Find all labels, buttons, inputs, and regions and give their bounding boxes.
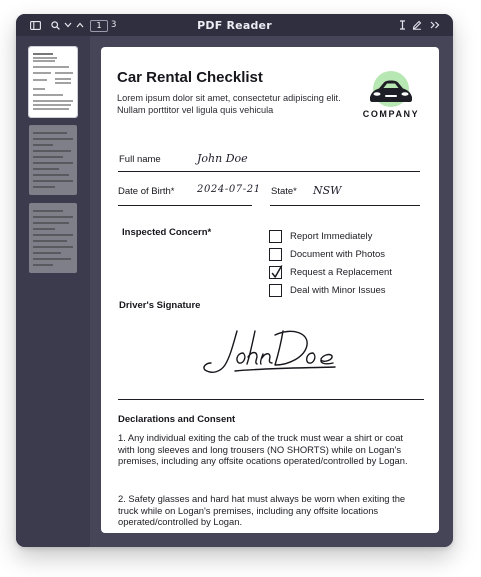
pdf-reader-window [16,14,453,547]
inspected-concern-label: Inspected Concern* [122,227,212,238]
concern-option-deal-minor-issues[interactable] [269,282,386,298]
pen-icon[interactable] [412,14,422,36]
checkbox[interactable] [269,230,282,243]
dob-underline [118,205,252,206]
option-label: Report Immediately [290,230,373,242]
dob-label: Date of Birth* [118,186,175,197]
document-title: Car Rental Checklist [117,69,263,86]
option-label: Request a Replacement [290,266,392,278]
full-name-field[interactable]: John Doe [197,152,248,165]
thumbnail-sidebar [16,36,90,547]
checkbox-checked[interactable] [269,266,282,279]
page-number-input[interactable]: 1 [90,20,108,32]
concern-option-request-replacement[interactable] [269,264,392,280]
concern-option-report-immediately[interactable] [269,228,372,244]
page-thumbnail-3[interactable] [29,203,77,273]
text-cursor-icon[interactable] [399,14,406,36]
declarations-title: Declarations and Consent [118,414,236,425]
declaration-2: 2. Safety glasses and hard hat must always be worn when exiting the truck while on Logan's premises, including any offsite locations operated/controlled by Logan. [118,493,406,527]
state-field[interactable]: NSW [313,184,342,197]
signature-underline [118,399,424,400]
checkbox[interactable] [269,284,282,297]
app-title: PDF Reader [197,18,272,32]
state-label: State* [271,186,297,197]
declaration-1: 1. Any individual exiting the cab of the truck must wear a shirt or coat with long sleeves and long trousers (NO SHORTS) while on Logan's premises, including any offsite ocations operated/controlled by Logan. [118,432,408,466]
document-lead-text: Lorem ipsum dolor sit amet, consectetur adipiscing elit. Nullam porttitor vel ligula quis vehicula [117,93,341,115]
option-label: Document with Photos [290,248,386,260]
document-viewport[interactable] [90,36,453,547]
double-chevron-right-icon[interactable] [430,14,440,36]
dob-field[interactable]: 2024-07-21 [197,184,261,195]
driver-signature[interactable] [197,323,347,385]
checkmark-icon [270,265,283,280]
company-name: COMPANY [362,109,420,119]
full-name-label: Full name [119,154,161,165]
full-name-underline [118,171,420,172]
toolbar [16,14,453,36]
page-total: 3 [111,20,117,30]
document-page [101,47,439,533]
concern-option-document-with-photos[interactable] [269,246,385,262]
page-thumbnail-1[interactable] [29,47,77,117]
signature-label: Driver's Signature [119,300,201,311]
checkbox[interactable] [269,248,282,261]
company-logo [363,69,419,109]
page-thumbnail-2[interactable] [29,125,77,195]
option-label: Deal with Minor Issues [290,284,386,296]
state-underline [270,205,420,206]
